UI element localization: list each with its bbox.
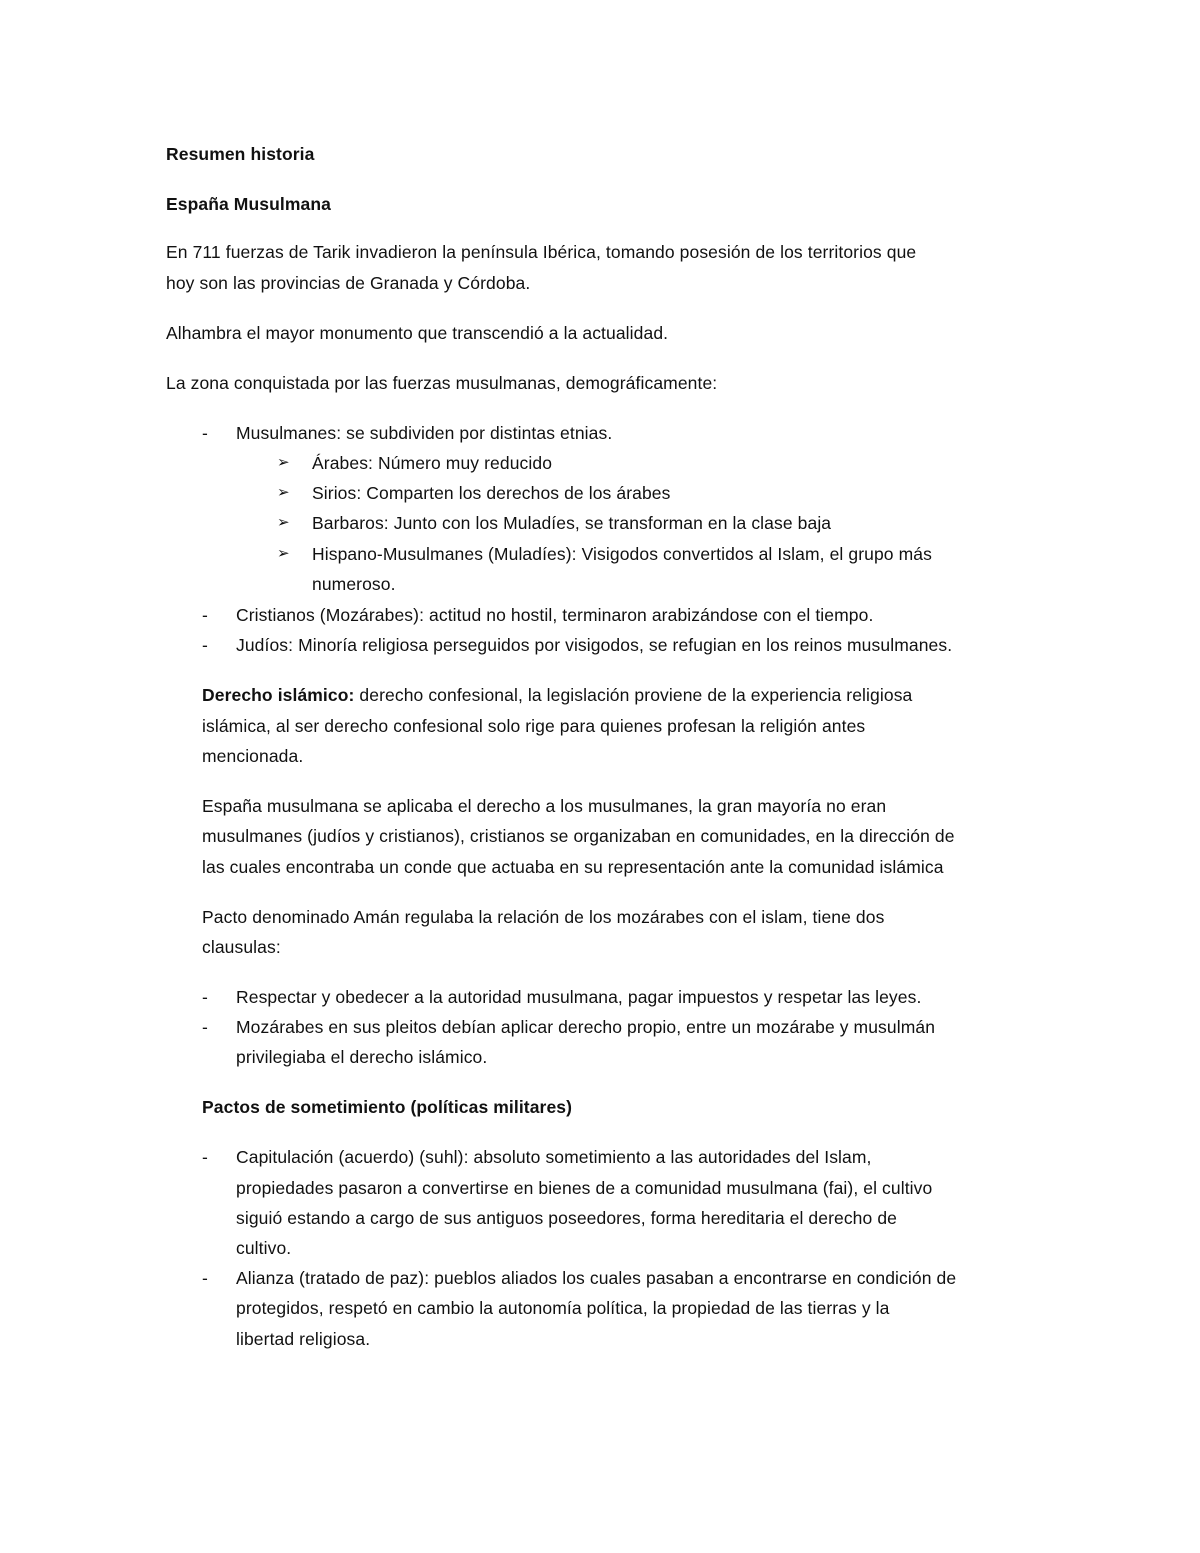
- paragraph-line: En 711 fuerzas de Tarik invadieron la península Ibérica, tomando posesión de los territorios que: [166, 242, 917, 262]
- paragraph-line: mencionada.: [202, 746, 304, 766]
- list-item-clausula-continued: privilegiaba el derecho islámico.: [236, 1047, 488, 1067]
- list-item-capitulacion: Capitulación (acuerdo) (suhl): absoluto sometimiento a las autoridades del Islam,: [236, 1147, 872, 1167]
- list-item-continued: protegidos, respetó en cambio la autonomía política, la propiedad de las tierras y la: [236, 1298, 890, 1318]
- list-item-alianza: Alianza (tratado de paz): pueblos aliados los cuales pasaban a encontrarse en condición de: [236, 1268, 957, 1288]
- sub-list-item: Sirios: Comparten los derechos de los árabes: [312, 483, 671, 503]
- arrow-bullet-icon: ➢: [277, 484, 290, 501]
- list-dash: -: [202, 1017, 208, 1037]
- list-dash: -: [202, 605, 208, 625]
- list-dash: -: [202, 423, 208, 443]
- sub-list-item-continued: numeroso.: [312, 574, 396, 594]
- paragraph-line: islámica, al ser derecho confesional solo rige para quienes profesan la religión antes: [202, 716, 866, 736]
- arrow-bullet-icon: ➢: [277, 545, 290, 562]
- paragraph-line: Alhambra el mayor monumento que transcendió a la actualidad.: [166, 323, 669, 343]
- list-dash: -: [202, 1147, 208, 1167]
- list-item-continued: libertad religiosa.: [236, 1329, 371, 1349]
- arrow-bullet-icon: ➢: [277, 514, 290, 531]
- list-dash: -: [202, 635, 208, 655]
- term-derecho-islamico: Derecho islámico:: [202, 685, 355, 705]
- paragraph-line: clausulas:: [202, 937, 281, 957]
- arrow-bullet-icon: ➢: [277, 454, 290, 471]
- section-heading-espana-musulmana: España Musulmana: [166, 194, 331, 214]
- list-item-judios: Judíos: Minoría religiosa perseguidos por visigodos, se refugian en los reinos musulmanes.: [236, 635, 953, 655]
- section-heading-pactos: Pactos de sometimiento (políticas militares): [202, 1097, 573, 1117]
- list-item-clausula: Respectar y obedecer a la autoridad musulmana, pagar impuestos y respetar las leyes.: [236, 987, 922, 1007]
- list-dash: -: [202, 987, 208, 1007]
- sub-list-item: Hispano-Musulmanes (Muladíes): Visigodos convertidos al Islam, el grupo más: [312, 544, 932, 564]
- paragraph-derecho-islamico: [202, 683, 912, 707]
- paragraph-line: derecho confesional, la legislación proviene de la experiencia religiosa: [354, 685, 913, 705]
- list-item-continued: cultivo.: [236, 1238, 292, 1258]
- list-item-continued: propiedades pasaron a convertirse en bienes de a comunidad musulmana (fai), el cultivo: [236, 1178, 933, 1198]
- list-item-musulmanes: Musulmanes: se subdividen por distintas etnias.: [236, 423, 613, 443]
- paragraph-line: La zona conquistada por las fuerzas musulmanas, demográficamente:: [166, 373, 718, 393]
- paragraph-line: musulmanes (judíos y cristianos), cristianos se organizaban en comunidades, en la dirección de: [202, 826, 955, 846]
- sub-list-item: Árabes: Número muy reducido: [312, 453, 553, 473]
- paragraph-line: Pacto denominado Amán regulaba la relación de los mozárabes con el islam, tiene dos: [202, 907, 885, 927]
- paragraph-line: las cuales encontraba un conde que actuaba en su representación ante la comunidad islámica: [202, 857, 944, 877]
- list-dash: -: [202, 1268, 208, 1288]
- paragraph-line: España musulmana se aplicaba el derecho a los musulmanes, la gran mayoría no eran: [202, 796, 887, 816]
- list-item-continued: siguió estando a cargo de sus antiguos poseedores, forma hereditaria el derecho de: [236, 1208, 897, 1228]
- sub-list-item: Barbaros: Junto con los Muladíes, se transforman en la clase baja: [312, 513, 832, 533]
- list-item-cristianos: Cristianos (Mozárabes): actitud no hostil, terminaron arabizándose con el tiempo.: [236, 605, 874, 625]
- list-item-clausula: Mozárabes en sus pleitos debían aplicar derecho propio, entre un mozárabe y musulmán: [236, 1017, 936, 1037]
- document-title: Resumen historia: [166, 144, 315, 164]
- paragraph-line: hoy son las provincias de Granada y Córdoba.: [166, 273, 531, 293]
